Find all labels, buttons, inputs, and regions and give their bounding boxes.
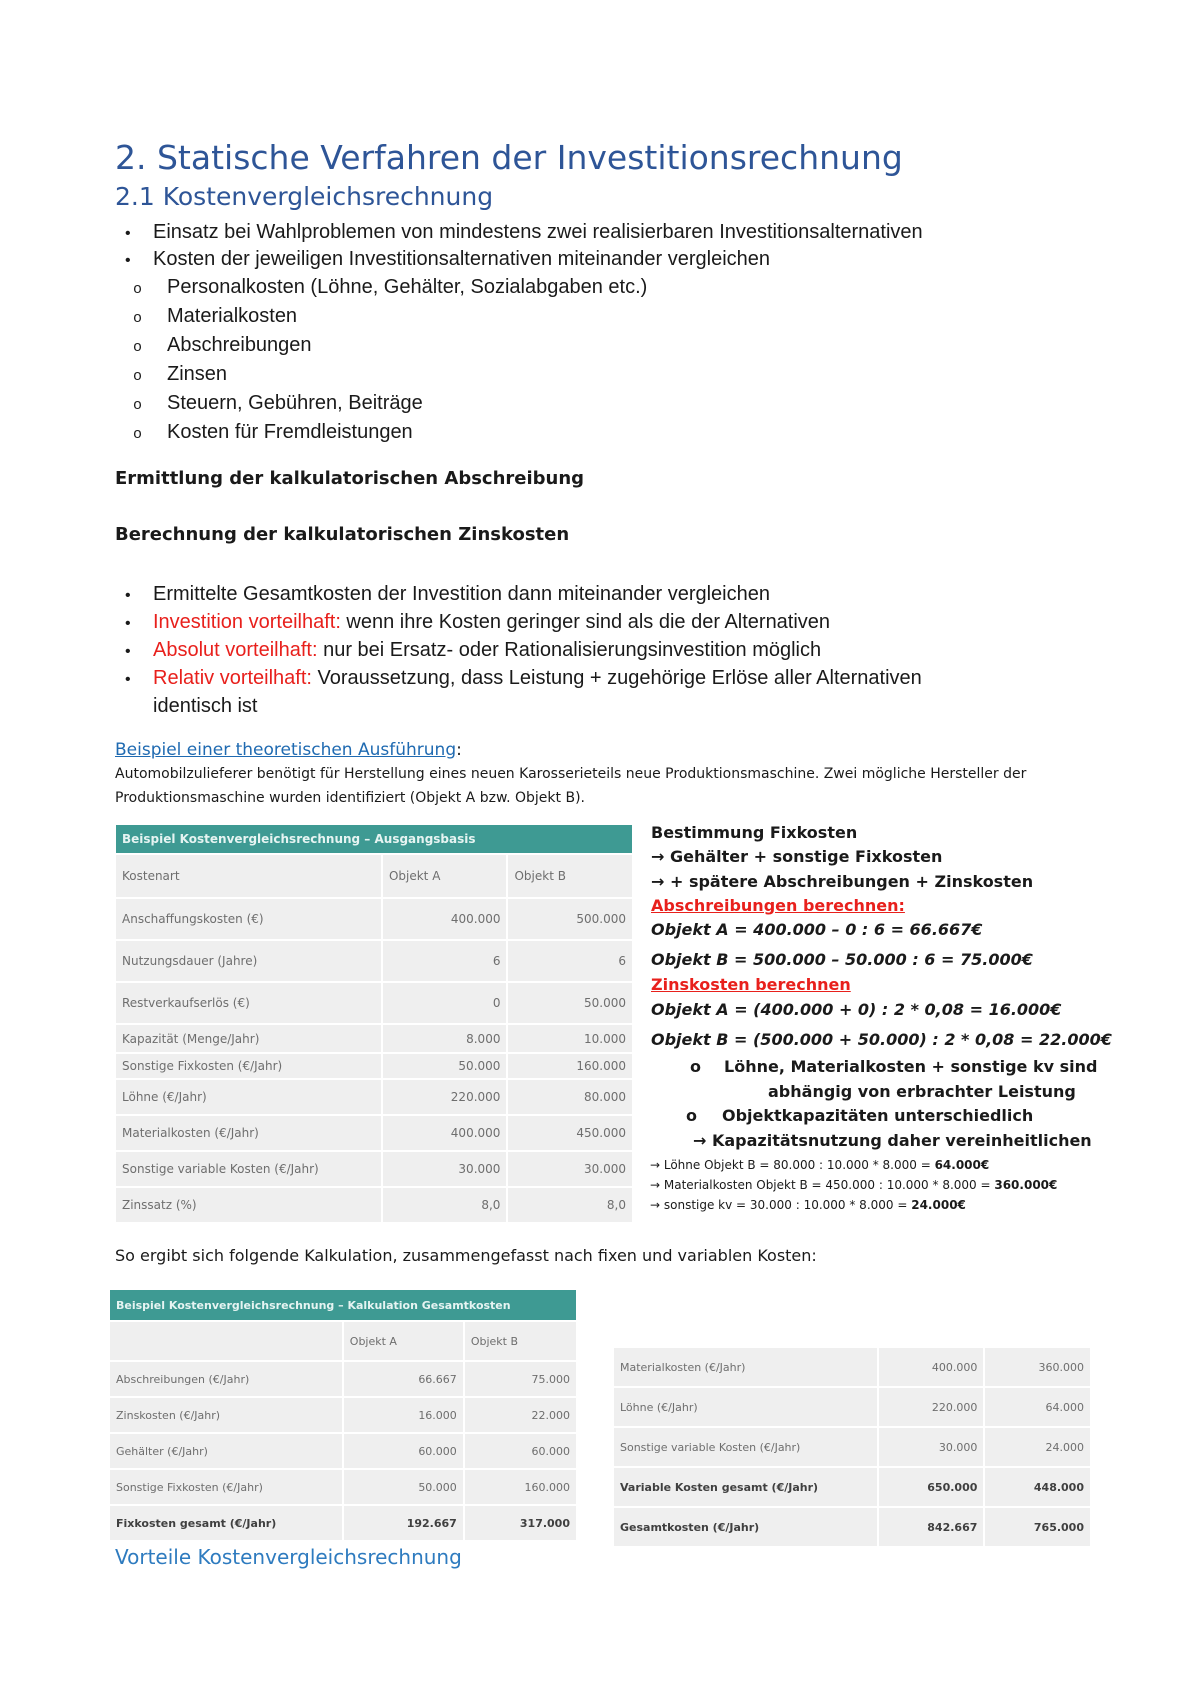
table-cell: 400.000 (878, 1347, 985, 1387)
sub-marker: o (133, 397, 143, 414)
table-cell: 500.000 (507, 898, 633, 940)
bullet-marker: • (125, 587, 131, 604)
list-item-text: wenn ihre Kosten geringer sind als die der Alternativen (340, 611, 831, 633)
table-ausgangsbasis (114, 823, 634, 1055)
table-cell: Sonstige Fixkosten (€/Jahr) (115, 1053, 382, 1079)
table-cell: Sonstige variable Kosten (€/Jahr) (115, 1151, 382, 1187)
table-kalkulation-variabel (612, 1346, 1092, 1548)
notes-line: → + spätere Abschreibungen + Zinskosten (651, 872, 1034, 891)
list-item-text: Voraussetzung, dass Leistung + zugehörige Erlöse aller Alternativen (311, 667, 922, 689)
red-label: Investition vorteilhaft: (153, 611, 341, 633)
table-cell: 30.000 (382, 1151, 508, 1187)
table-cell: 8.000 (382, 1024, 508, 1054)
table-header-cell: Objekt A (382, 854, 508, 898)
red-label: Absolut vorteilhaft: (153, 639, 318, 661)
table-row-total (109, 1505, 577, 1541)
table-kalkulation-fix (108, 1288, 578, 1542)
summary-sentence: So ergibt sich folgende Kalkulation, zusammengefasst nach fixen und variablen Kosten: (115, 1246, 817, 1265)
table-cell: 6 (382, 940, 508, 982)
table-cell: 10.000 (507, 1024, 633, 1054)
table-cell: Sonstige Fixkosten (€/Jahr) (109, 1469, 343, 1505)
table-cell: Gesamtkosten (€/Jahr) (613, 1507, 878, 1547)
table-cell: 448.000 (984, 1467, 1091, 1507)
sub-list-item-text: Steuern, Gebühren, Beiträge (167, 392, 423, 414)
sub-marker: o (133, 310, 143, 327)
sub-marker: o (686, 1106, 697, 1125)
red-label: Relativ vorteilhaft: (153, 667, 312, 689)
table-row (109, 1469, 577, 1505)
table-cell: 30.000 (878, 1427, 985, 1467)
notes-sub-item: abhängig von erbrachter Leistung (768, 1082, 1076, 1101)
table-row (115, 940, 633, 982)
notes-line: → Gehälter + sonstige Fixkosten (651, 847, 943, 866)
table-header-cell: Kostenart (115, 854, 382, 898)
sub-marker: o (133, 426, 143, 443)
table-cell: 765.000 (984, 1507, 1091, 1547)
table-row (109, 1397, 577, 1433)
table-cell: Zinskosten (€/Jahr) (109, 1397, 343, 1433)
table-cell: Gehälter (€/Jahr) (109, 1433, 343, 1469)
footer-heading: Vorteile Kostenvergleichsrechnung (115, 1545, 462, 1569)
list-item-text: nur bei Ersatz- oder Rationalisierungsinvestition möglich (317, 639, 822, 661)
sub-marker: o (690, 1057, 701, 1076)
bullet-marker: • (125, 671, 131, 688)
table-cell: 160.000 (464, 1469, 577, 1505)
table-cell: 360.000 (984, 1347, 1091, 1387)
notes-line: → Kapazitätsnutzung daher vereinheitlichen (693, 1131, 1092, 1150)
notes-calc: Objekt A = 400.000 – 0 : 6 = 66.667€ (651, 920, 983, 939)
table-row (115, 982, 633, 1024)
table-cell: 66.667 (343, 1361, 464, 1397)
notes-sub-item: Löhne, Materialkosten + sonstige kv sind (724, 1057, 1098, 1076)
sub-list-item-text: Zinsen (167, 363, 228, 385)
table-row (115, 1024, 633, 1054)
sub-list-item-text: Abschreibungen (167, 334, 312, 356)
subheading-abschreibung: Ermittlung der kalkulatorischen Abschreibung (115, 468, 585, 489)
table-cell: Sonstige variable Kosten (€/Jahr) (613, 1427, 878, 1467)
list-item-text: Ermittelte Gesamtkosten der Investition dann miteinander vergleichen (153, 583, 770, 605)
table-cell: 50.000 (382, 1053, 508, 1079)
notes-calc: Objekt B = (500.000 + 50.000) : 2 * 0,08 = 22.000€ (651, 1030, 1112, 1049)
table-row (115, 1151, 633, 1187)
table-cell: Materialkosten (€/Jahr) (613, 1347, 878, 1387)
bullet-marker: • (125, 225, 131, 242)
sub-list-item-text: Kosten für Fremdleistungen (167, 421, 413, 443)
table-row-total (613, 1507, 1091, 1547)
table-row (115, 898, 633, 940)
table-header-cell: Objekt A (343, 1321, 464, 1361)
notes-title: Bestimmung Fixkosten (651, 823, 858, 842)
table-cell: 400.000 (382, 898, 508, 940)
table-cell: Variable Kosten gesamt (€/Jahr) (613, 1467, 878, 1507)
table-cell: 75.000 (464, 1361, 577, 1397)
notes-calc: Objekt A = (400.000 + 0) : 2 * 0,08 = 16.000€ (651, 1000, 1062, 1019)
table-row (115, 1053, 633, 1079)
table-cell: 220.000 (382, 1079, 508, 1115)
table-cell: 22.000 (464, 1397, 577, 1433)
page-title: 2. Statische Verfahren der Investitionsrechnung (115, 138, 903, 177)
table-cell: 220.000 (878, 1387, 985, 1427)
table-cell: Kapazität (Menge/Jahr) (115, 1024, 382, 1054)
sub-marker: o (133, 368, 143, 385)
table-cell: 60.000 (464, 1433, 577, 1469)
table-cell: 160.000 (507, 1053, 633, 1079)
calc-text: → Materialkosten Objekt B = 450.000 : 10.000 * 8.000 = (650, 1178, 995, 1192)
calc-value: 64.000€ (934, 1158, 990, 1172)
example-heading (115, 740, 462, 760)
table-caption: Beispiel Kostenvergleichsrechnung – Ausgangsbasis (115, 824, 633, 854)
table-row (115, 1115, 633, 1151)
table-cell: 60.000 (343, 1433, 464, 1469)
calc-text: → sonstige kv = 30.000 : 10.000 * 8.000 = (650, 1198, 912, 1212)
table-row (613, 1427, 1091, 1467)
table-cell: 16.000 (343, 1397, 464, 1433)
example-colon: : (456, 740, 462, 760)
sub-marker: o (133, 281, 143, 298)
table-cell: 64.000 (984, 1387, 1091, 1427)
table-row (613, 1387, 1091, 1427)
table-cell: 0 (382, 982, 508, 1024)
calc-value: 24.000€ (911, 1198, 966, 1212)
table-cell: 192.667 (343, 1505, 464, 1541)
table-cell: Nutzungsdauer (Jahre) (115, 940, 382, 982)
example-text: Produktionsmaschine wurden identifiziert (Objekt A bzw. Objekt B). (115, 790, 585, 806)
notes-sub-item: Objektkapazitäten unterschiedlich (722, 1106, 1034, 1125)
table-cell: Materialkosten (€/Jahr) (115, 1115, 382, 1151)
table-cell: 317.000 (464, 1505, 577, 1541)
table-cell: 650.000 (878, 1467, 985, 1507)
sub-marker: o (133, 339, 143, 356)
table-cell: 842.667 (878, 1507, 985, 1547)
bullet-marker: • (125, 252, 131, 269)
table-cell: Restverkaufserlös (€) (115, 982, 382, 1024)
table-cell: 8,0 (382, 1187, 508, 1223)
table-cell: 24.000 (984, 1427, 1091, 1467)
notes-red-heading: Zinskosten berechnen (651, 975, 851, 994)
table-row (115, 1079, 633, 1115)
notes-small-calc (650, 1198, 966, 1212)
notes-red-heading: Abschreibungen berechnen: (651, 896, 905, 915)
table-row (115, 1187, 633, 1223)
table-cell: 80.000 (507, 1079, 633, 1115)
table-caption: Beispiel Kostenvergleichsrechnung – Kalkulation Gesamtkosten (109, 1289, 577, 1321)
subheading-zinskosten: Berechnung der kalkulatorischen Zinskosten (115, 524, 570, 545)
table-cell: 400.000 (382, 1115, 508, 1151)
table-header-cell: Objekt B (464, 1321, 577, 1361)
table-cell: 30.000 (507, 1151, 633, 1187)
notes-small-calc (650, 1178, 1057, 1192)
sub-list-item-text: Personalkosten (Löhne, Gehälter, Sozialabgaben etc.) (167, 276, 648, 298)
table-cell: Löhne (€/Jahr) (613, 1387, 878, 1427)
table-cell: Fixkosten gesamt (€/Jahr) (109, 1505, 343, 1541)
table-cell: Zinssatz (%) (115, 1187, 382, 1223)
table-cell: Löhne (€/Jahr) (115, 1079, 382, 1115)
table-row (109, 1361, 577, 1397)
table-cell: 6 (507, 940, 633, 982)
table-header-cell: Objekt B (507, 854, 633, 898)
table-cell: 50.000 (507, 982, 633, 1024)
notes-small-calc (650, 1158, 989, 1172)
table-row (613, 1347, 1091, 1387)
table-kostendaten (114, 1052, 634, 1224)
bullet-marker: • (125, 615, 131, 632)
list-item-text: Einsatz bei Wahlproblemen von mindestens zwei realisierbaren Investitionsalternativen (153, 221, 923, 243)
table-header-cell (109, 1321, 343, 1361)
table-cell: 8,0 (507, 1187, 633, 1223)
table-row-total (613, 1467, 1091, 1507)
bullet-marker: • (125, 643, 131, 660)
list-item-continuation: identisch ist (153, 695, 258, 717)
table-cell: Anschaffungskosten (€) (115, 898, 382, 940)
calc-value: 360.000€ (994, 1178, 1058, 1192)
list-item-text: Kosten der jeweiligen Investitionsalternativen miteinander vergleichen (153, 248, 771, 270)
example-link[interactable]: Beispiel einer theoretischen Ausführung (115, 740, 457, 760)
table-cell: Abschreibungen (€/Jahr) (109, 1361, 343, 1397)
notes-calc: Objekt B = 500.000 – 50.000 : 6 = 75.000€ (651, 950, 1033, 969)
section-title: 2.1 Kostenvergleichsrechnung (115, 182, 494, 211)
table-cell: 50.000 (343, 1469, 464, 1505)
sub-list-item-text: Materialkosten (167, 305, 298, 327)
table-cell: 450.000 (507, 1115, 633, 1151)
example-text: Automobilzulieferer benötigt für Herstellung eines neuen Karosserieteils neue Produktionsmaschine. Zwei mögliche Hersteller der (115, 766, 1027, 782)
calc-text: → Löhne Objekt B = 80.000 : 10.000 * 8.000 = (650, 1158, 935, 1172)
table-row (109, 1433, 577, 1469)
